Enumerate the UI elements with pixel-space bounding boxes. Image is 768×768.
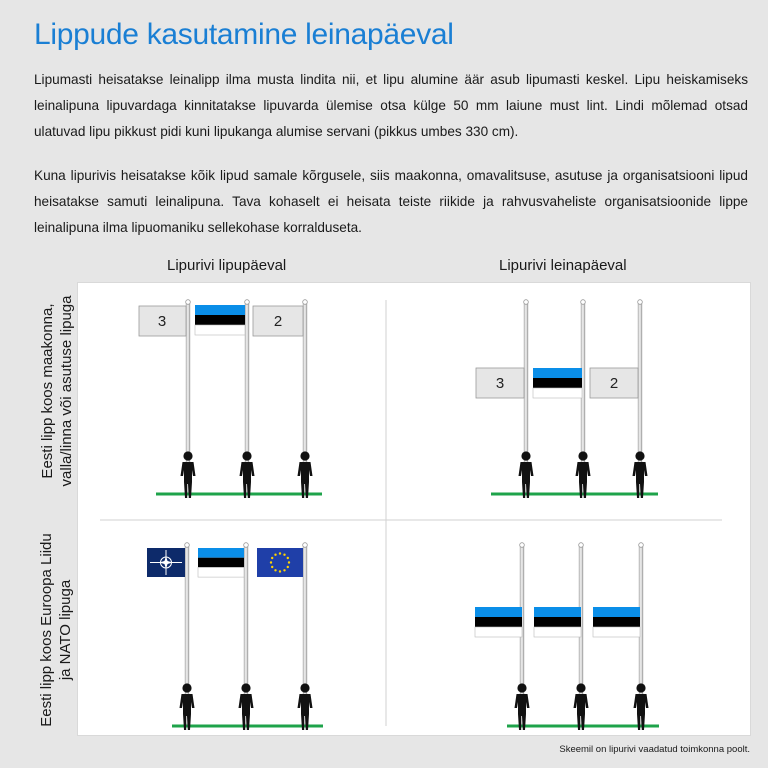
intro-paragraph-2: Kuna lipurivis heisatakse kõik lipud samale kõrgusele, siis maakonna, omavalitsuse, asutuse ja organisatsiooni lipud heisatakse samuti leinalipuna. Tava kohaselt ei heisata teiste riikide ja rahvusvaheliste organisatsioonide lippe leinalipuna ilma lipuomaniku sellekohase korralduseta. [34, 168, 748, 235]
flagpole-group-bottom-right [475, 543, 649, 730]
flag-number-3: 3 [157, 313, 167, 330]
pole-finial-icon [581, 300, 586, 305]
pole-finial-icon [579, 543, 584, 548]
estonian-flag-icon [198, 548, 244, 577]
column-header-mourning-day: Lipurivi leinapäeval [499, 257, 627, 274]
pole-finial-icon [303, 543, 308, 548]
estonian-flag-icon [475, 607, 522, 637]
eu-star-icon [288, 561, 290, 563]
column-header-flag-day: Lipurivi lipupäeval [167, 257, 287, 274]
pole-finial-icon [639, 543, 644, 548]
flagpole-group-bottom-left [147, 543, 313, 730]
numbered-flag-icon [139, 306, 186, 336]
eu-star-icon [287, 557, 289, 559]
eu-flag-icon [257, 548, 303, 577]
flag-number-2: 2 [609, 375, 619, 392]
intro-paragraph-1: Lipumasti heisatakse leinalipp ilma musta lindita nii, et lipu alumine äär asub lipumasti keskel. Lipu heiskamiseks leinalipuna lipuvardaga kinnitatakse lipuvarda ülemise otsa külge 50 mm laiune must lint. Lindi mõlemad otsad ulatuvad lipu pikkust pidi kuni lipukanga alumise servani (pikkus umbes 330 cm). [34, 72, 748, 139]
pole-finial-icon [520, 543, 525, 548]
flagpole-group-top-right [476, 300, 648, 498]
estonian-flag-icon [534, 607, 581, 637]
eu-star-icon [270, 561, 272, 563]
row-label-county-flag: Eesti lipp koos maakonna, valla/linna või asutuse lipuga [39, 295, 75, 487]
pole-finial-icon [303, 300, 308, 305]
eu-star-icon [287, 566, 289, 568]
footnote: Skeemil on lipurivi vaadatud toimkonna poolt. [559, 744, 750, 755]
eu-star-icon [279, 570, 281, 572]
pole-finial-icon [185, 543, 190, 548]
eu-star-icon [271, 557, 273, 559]
estonian-flag-icon [533, 368, 582, 398]
eu-star-icon [274, 569, 276, 571]
pole-finial-icon [186, 300, 191, 305]
pole-finial-icon [244, 543, 249, 548]
eu-star-icon [279, 552, 281, 554]
eu-star-icon [283, 569, 285, 571]
estonian-flag-icon [593, 607, 640, 637]
pole-finial-icon [638, 300, 643, 305]
row-label-eu-nato-flag: Eesti lipp koos Euroopa Liidu ja NATO lipuga [38, 533, 74, 727]
numbered-flag-icon [590, 368, 638, 398]
flagpole-group-top-left [139, 300, 313, 498]
pole-finial-icon [245, 300, 250, 305]
numbered-flag-icon [476, 368, 524, 398]
flag-number-2: 2 [273, 313, 283, 330]
estonian-flag-icon [195, 305, 245, 335]
flag-number-3: 3 [495, 375, 505, 392]
page-title: Lippude kasutamine leinapäeval [34, 18, 454, 51]
eu-star-icon [271, 566, 273, 568]
numbered-flag-icon [253, 306, 303, 336]
nato-flag-icon [147, 548, 185, 577]
eu-star-icon [283, 554, 285, 556]
pole-finial-icon [524, 300, 529, 305]
eu-star-icon [274, 554, 276, 556]
